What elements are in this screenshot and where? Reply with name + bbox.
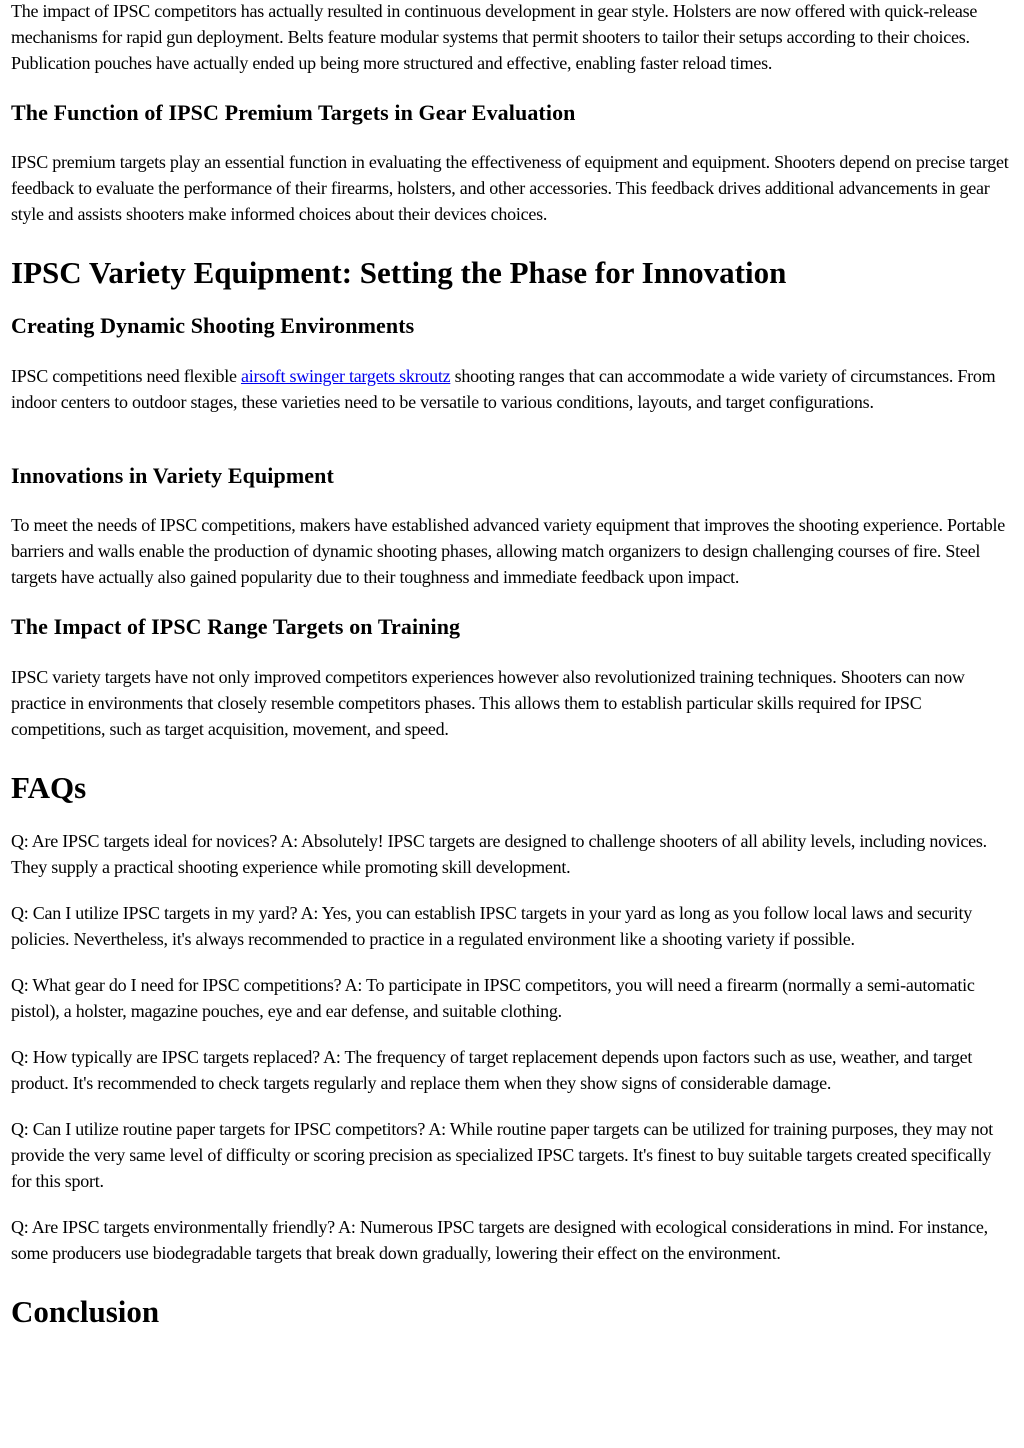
section-heading-faqs: FAQs bbox=[11, 770, 87, 805]
faq-item: Q: How typically are IPSC targets replaced? A: The frequency of target replacement depends upon factors such as use, weather, and target product. It's recommended to check targets regularly and replace them when they show signs of considerable damage. bbox=[11, 1047, 973, 1093]
swinger-targets-link[interactable]: airsoft swinger targets skroutz bbox=[240, 366, 451, 386]
section-heading-impact-training: The Impact of IPSC Range Targets on Training bbox=[11, 614, 461, 639]
innovations-paragraph: To meet the needs of IPSC competitions, makers have established advanced variety equipment that improves the shooting experience. Portable barriers and walls enable the production of dynamic shooting phases, allowing match organizers to design challenging courses of fire. Steel targets have actually also gained popularity due to their toughness and immediate feedback upon impact. bbox=[11, 515, 1005, 587]
faq-item: Q: What gear do I need for IPSC competitions? A: To participate in IPSC competitors, you will need a firearm (normally a semi-automatic pistol), a holster, magazine pouches, eye and ear defense, and suitable clothing. bbox=[11, 975, 975, 1021]
section-heading-function: The Function of IPSC Premium Targets in Gear Evaluation bbox=[11, 100, 576, 125]
section-heading-dynamic-environments: Creating Dynamic Shooting Environments bbox=[11, 313, 415, 338]
dynamic-paragraph bbox=[11, 363, 1012, 415]
faq-item: Q: Are IPSC targets environmentally friendly? A: Numerous IPSC targets are designed with ecological considerations in mind. For instance, some producers use biodegradable targets that break down gradually, lowering their effect on the environment. bbox=[11, 1217, 988, 1263]
faq-item: Q: Can I utilize IPSC targets in my yard? A: Yes, you can establish IPSC targets in your yard as long as you follow local laws and security policies. Nevertheless, it's always recommended to practice in a regulated environment like a shooting variety if possible. bbox=[11, 903, 972, 949]
faq-item: Q: Can I utilize routine paper targets for IPSC competitors? A: While routine paper targets can be utilized for training purposes, they may not provide the very same level of difficulty or scoring precision as specialized IPSC targets. It's finest to buy suitable targets created specifically for this sport. bbox=[11, 1119, 993, 1191]
section-heading-innovations: Innovations in Variety Equipment bbox=[11, 463, 334, 488]
function-paragraph: IPSC premium targets play an essential function in evaluating the effectiveness of equipment and equipment. Shooters depend on precise target feedback to evaluate the performance of their firearms, holsters, and other accessories. This feedback drives additional advancements in gear style and assists shooters make informed choices about their devices choices. bbox=[11, 152, 1009, 224]
impact-paragraph: IPSC variety targets have not only improved competitors experiences however also revolutionized training techniques. Shooters can now practice in environments that closely resemble competitors phases. This allows them to establish particular skills required for IPSC competitions, such as target acquisition, movement, and speed. bbox=[11, 667, 965, 739]
dynamic-text-after: shooting ranges that can accommodate a wide variety of circumstances. From indoor centers to outdoor stages, these varieties need to be versatile to various conditions, layouts, and target configurations. bbox=[11, 366, 996, 412]
intro-paragraph: The impact of IPSC competitors has actually resulted in continuous development in gear style. Holsters are now offered with quick-release mechanisms for rapid gun deployment. Belts feature modular systems that permit shooters to tailor their setups according to their choices. Publication pouches have actually ended up being more structured and effective, enabling faster reload times. bbox=[11, 1, 978, 73]
section-heading-variety-equipment: IPSC Variety Equipment: Setting the Phase for Innovation bbox=[11, 255, 787, 290]
dynamic-text-before: IPSC competitions need flexible bbox=[11, 366, 241, 386]
section-heading-conclusion: Conclusion bbox=[11, 1294, 160, 1329]
faq-item: Q: Are IPSC targets ideal for novices? A: Absolutely! IPSC targets are designed to challenge shooters of all ability levels, including novices. They supply a practical shooting experience while promoting skill development. bbox=[11, 831, 987, 877]
